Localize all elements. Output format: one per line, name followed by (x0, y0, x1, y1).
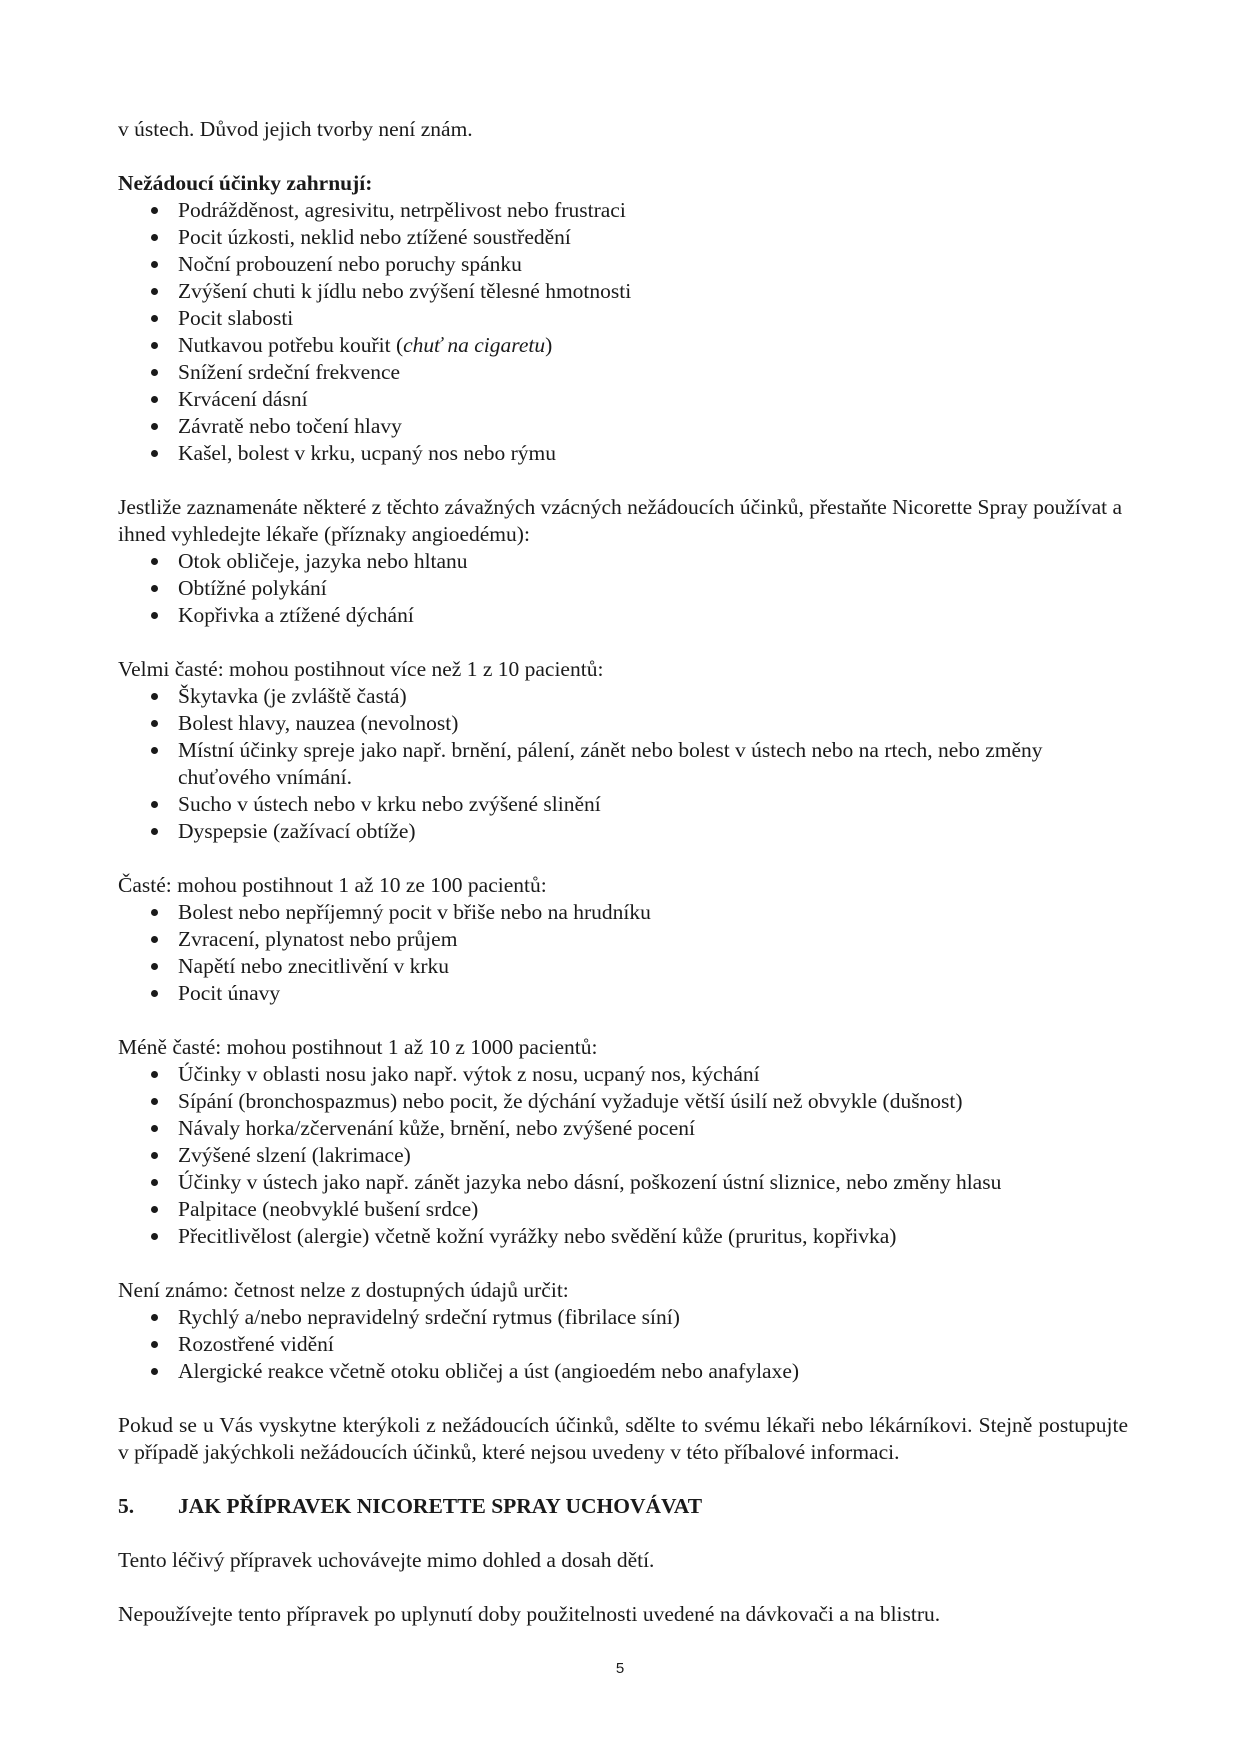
bullet-icon (151, 990, 158, 997)
bullet-icon (151, 693, 158, 700)
bullet-icon (151, 234, 158, 241)
very-common-title: Velmi časté: mohou postihnout více než 1 z 10 pacientů: (118, 657, 604, 681)
list-item: Kopřivka a ztížené dýchání (118, 602, 1128, 629)
list-item: Bolest hlavy, nauzea (nevolnost) (118, 710, 1128, 737)
section-title: JAK PŘÍPRAVEK NICORETTE SPRAY UCHOVÁVAT (178, 1494, 703, 1518)
serious-effects-list (118, 548, 1128, 629)
list-item: Alergické reakce včetně otoku obličej a úst (angioedém nebo anafylaxe) (118, 1358, 1128, 1385)
list-item: Obtížné polykání (118, 575, 1128, 602)
common-title: Časté: mohou postihnout 1 až 10 ze 100 pacientů: (118, 873, 547, 897)
bullet-icon (151, 747, 158, 754)
bullet-icon (151, 315, 158, 322)
list-item: Účinky v ústech jako např. zánět jazyka nebo dásní, poškození ústní sliznice, nebo změny hlasu (118, 1169, 1128, 1196)
bullet-icon (151, 558, 158, 565)
report-paragraph: Pokud se u Vás vyskytne kterýkoli z nežádoucích účinků, sdělte to svému lékaři nebo lékárníkovi. Stejně postupujte v případě jakýchkoli nežádoucích účinků, které nejsou uvedeny v této příbalové informaci. (118, 1413, 1128, 1464)
bullet-icon (151, 801, 158, 808)
bullet-icon (151, 1314, 158, 1321)
bullet-icon (151, 1098, 158, 1105)
bullet-icon (151, 1233, 158, 1240)
list-item: Palpitace (neobvyklé bušení srdce) (118, 1196, 1128, 1223)
list-item: Pocit únavy (118, 980, 1128, 1007)
common-list (118, 899, 1128, 1007)
page-number: 5 (615, 1660, 625, 1677)
list-item: Otok obličeje, jazyka nebo hltanu (118, 548, 1128, 575)
list-item: Přecitlivělost (alergie) včetně kožní vyrážky nebo svědění kůže (pruritus, kopřivka) (118, 1223, 1128, 1250)
bullet-icon (151, 1071, 158, 1078)
uncommon-title: Méně časté: mohou postihnout 1 až 10 z 1000 pacientů: (118, 1035, 598, 1059)
list-item: Zvracení, plynatost nebo průjem (118, 926, 1128, 953)
unknown-list (118, 1304, 1128, 1385)
list-item: Podrážděnost, agresivitu, netrpělivost nebo frustraci (118, 197, 1128, 224)
list-item: Pocit slabosti (118, 305, 1128, 332)
bullet-icon (151, 1125, 158, 1132)
storage-paragraph-2: Nepoužívejte tento přípravek po uplynutí doby použitelnosti uvedené na dávkovači a na blistru. (118, 1602, 941, 1626)
very-common-list (118, 683, 1128, 845)
intro-line: v ústech. Důvod jejich tvorby není znám. (118, 117, 473, 141)
bullet-icon (151, 369, 158, 376)
side-effects-list (118, 197, 1128, 467)
list-item: Zvýšené slzení (lakrimace) (118, 1142, 1128, 1169)
section-5-heading (118, 1493, 1128, 1520)
serious-effects-text: Jestliže zaznamenáte některé z těchto závažných vzácných nežádoucích účinků, přestaňte Nicorette Spray používat a ihned vyhledejte lékaře (příznaky angioedému): (118, 495, 1123, 546)
bullet-icon (151, 261, 158, 268)
list-item: Nutkavou potřebu kouřit (chuť na cigaretu) (118, 332, 1128, 359)
list-item: Sípání (bronchospazmus) nebo pocit, že dýchání vyžaduje větší úsilí než obvykle (dušnost) (118, 1088, 1128, 1115)
list-item: Závratě nebo točení hlavy (118, 413, 1128, 440)
storage-paragraph-1: Tento léčivý přípravek uchovávejte mimo dohled a dosah dětí. (118, 1548, 655, 1572)
bullet-icon (151, 450, 158, 457)
bullet-icon (151, 936, 158, 943)
list-item: Napětí nebo znecitlivění v krku (118, 953, 1128, 980)
list-item: Kašel, bolest v krku, ucpaný nos nebo rýmu (118, 440, 1128, 467)
bullet-icon (151, 1179, 158, 1186)
bullet-icon (151, 288, 158, 295)
section-number: 5. (118, 1494, 135, 1518)
list-item: Dyspepsie (zažívací obtíže) (118, 818, 1128, 845)
bullet-icon (151, 1206, 158, 1213)
list-item: Sucho v ústech nebo v krku nebo zvýšené slinění (118, 791, 1128, 818)
bullet-icon (151, 1368, 158, 1375)
list-item: Pocit úzkosti, neklid nebo ztížené soustředění (118, 224, 1128, 251)
bullet-icon (151, 207, 158, 214)
list-item: Rozostřené vidění (118, 1331, 1128, 1358)
bullet-icon (151, 909, 158, 916)
list-item: Škytavka (je zvláště častá) (118, 683, 1128, 710)
bullet-icon (151, 1152, 158, 1159)
bullet-icon (151, 396, 158, 403)
bullet-icon (151, 1341, 158, 1348)
bullet-icon (151, 612, 158, 619)
list-item: Účinky v oblasti nosu jako např. výtok z nosu, ucpaný nos, kýchání (118, 1061, 1128, 1088)
document-page (118, 116, 1128, 1628)
side-effects-heading: Nežádoucí účinky zahrnují: (118, 171, 373, 195)
list-item: Bolest nebo nepříjemný pocit v břiše nebo na hrudníku (118, 899, 1128, 926)
bullet-icon (151, 720, 158, 727)
list-item: Místní účinky spreje jako např. brnění, pálení, zánět nebo bolest v ústech nebo na rtech, nebo změny chuťového vnímání. (118, 737, 1128, 791)
bullet-icon (151, 423, 158, 430)
bullet-icon (151, 342, 158, 349)
bullet-icon (151, 585, 158, 592)
uncommon-list (118, 1061, 1128, 1250)
list-item: Snížení srdeční frekvence (118, 359, 1128, 386)
list-item: Návaly horka/zčervenání kůže, brnění, nebo zvýšené pocení (118, 1115, 1128, 1142)
bullet-icon (151, 828, 158, 835)
list-item: Zvýšení chuti k jídlu nebo zvýšení tělesné hmotnosti (118, 278, 1128, 305)
list-item: Noční probouzení nebo poruchy spánku (118, 251, 1128, 278)
list-item: Rychlý a/nebo nepravidelný srdeční rytmus (fibrilace síní) (118, 1304, 1128, 1331)
list-item: Krvácení dásní (118, 386, 1128, 413)
unknown-title: Není známo: četnost nelze z dostupných údajů určit: (118, 1278, 569, 1302)
bullet-icon (151, 963, 158, 970)
